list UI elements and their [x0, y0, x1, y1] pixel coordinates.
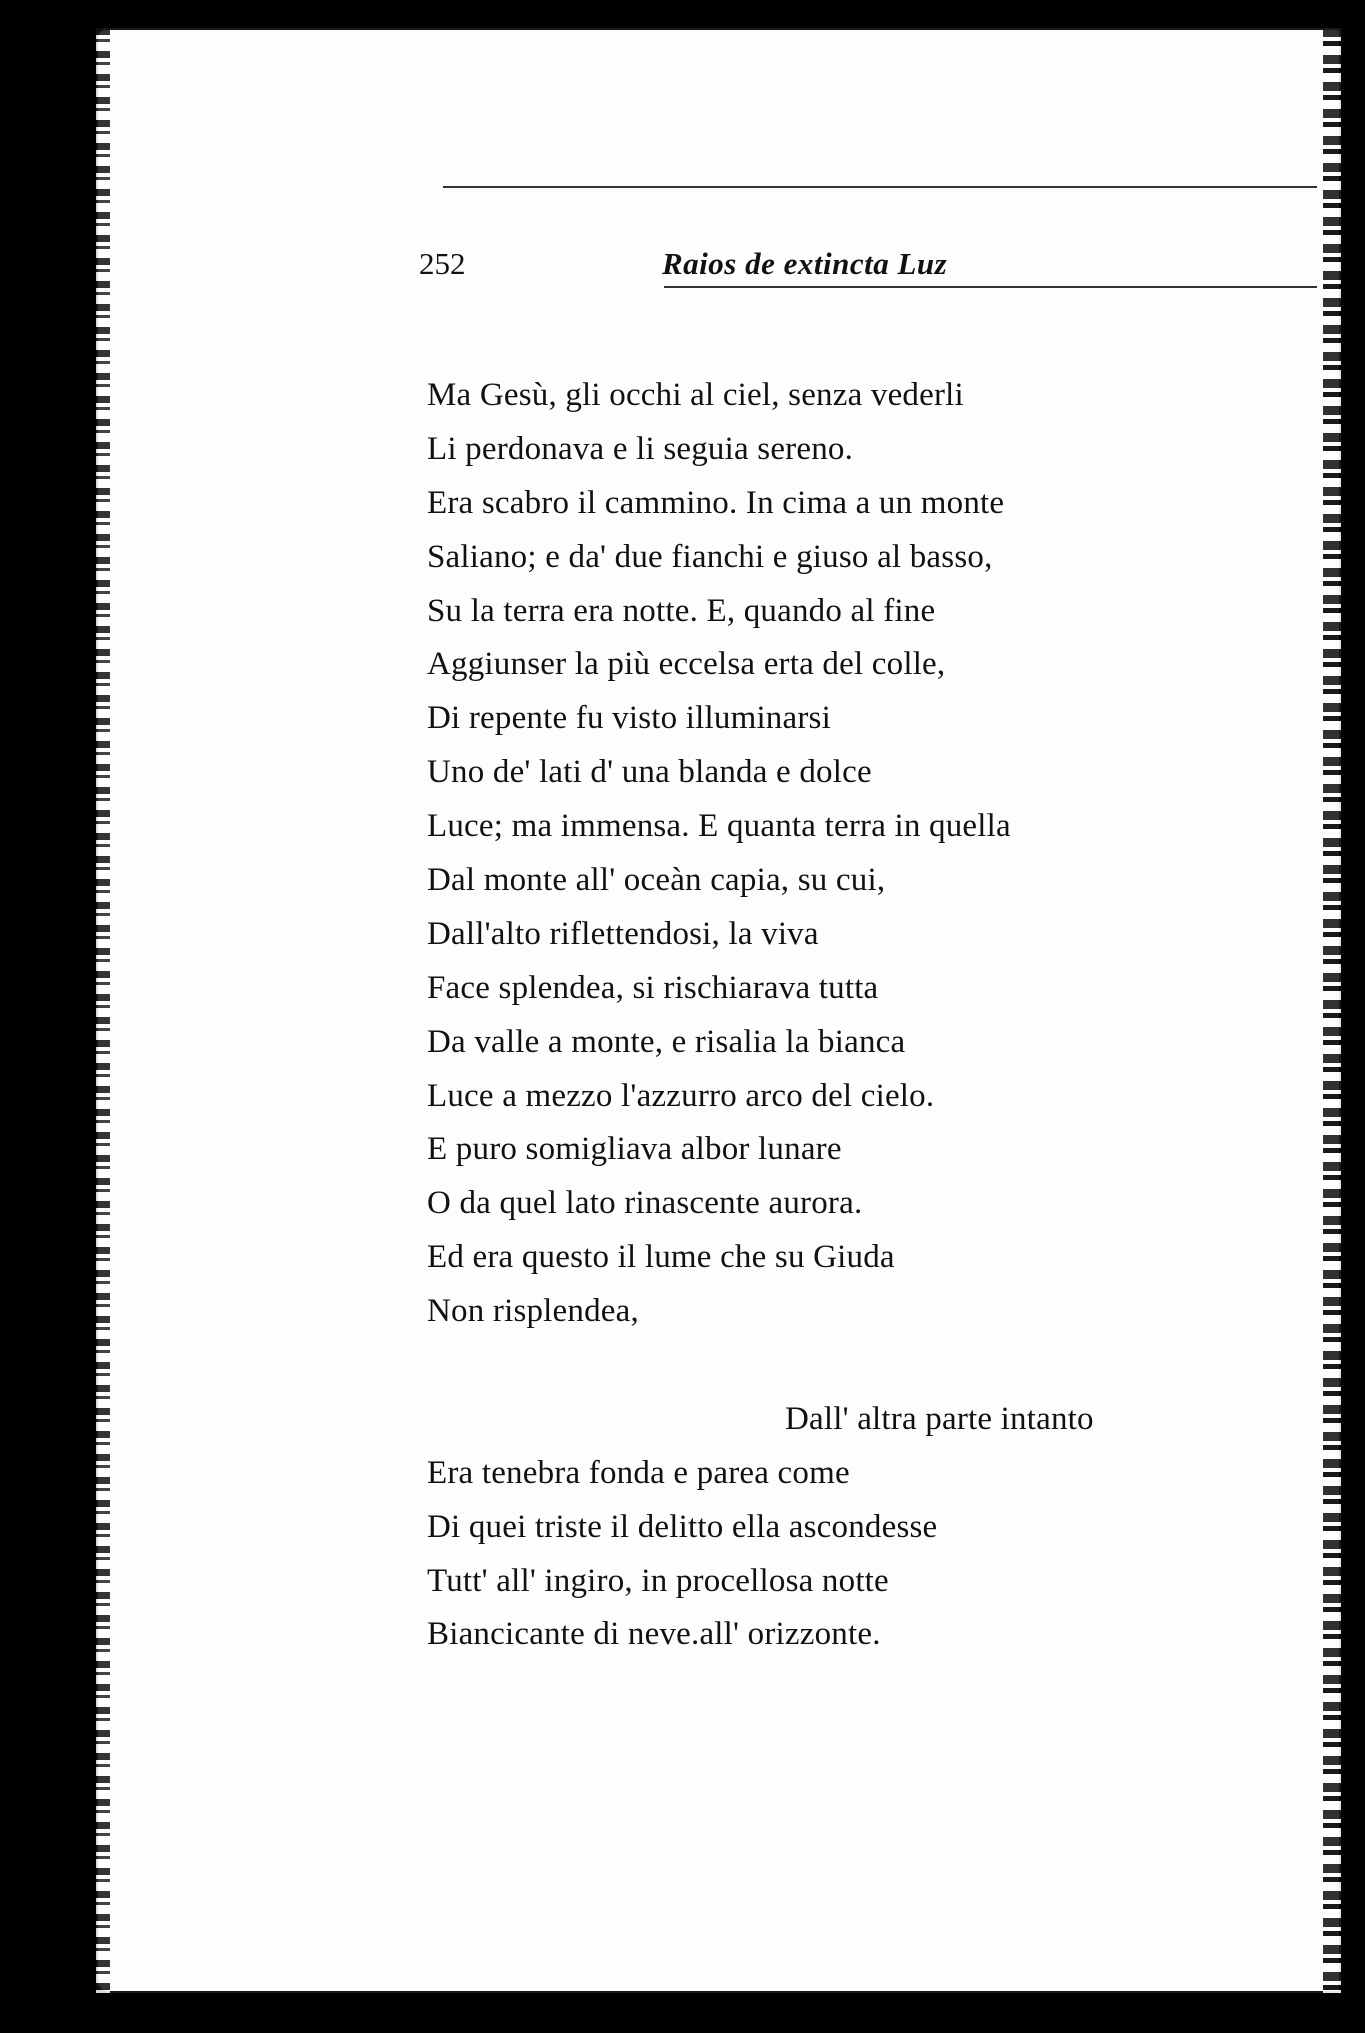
poem-line: Non risplendea,: [427, 1293, 639, 1330]
poem-line: Tutt' all' ingiro, in procellosa notte: [427, 1562, 889, 1599]
poem-line: Biancicante di neve.all' orizzonte.: [427, 1616, 881, 1653]
poem-line: Su la terra era notte. E, quando al fine: [427, 592, 936, 629]
poem-line: Face splendea, si rischiarava tutta: [427, 969, 879, 1006]
poem-line: Dall'alto riflettendosi, la viva: [427, 915, 819, 952]
poem-line: Luce; ma immensa. E quanta terra in quella: [427, 808, 1011, 845]
poem-body: [427, 369, 1094, 1662]
poem-line: Aggiunser la più eccelsa erta del colle,: [427, 646, 946, 683]
poem-line: Ma Gesù, gli occhi al ciel, senza vederli: [427, 377, 964, 413]
poem-line: Ed era questo il lume che su Giuda: [427, 1239, 895, 1276]
poem-line: Era scabro il cammino. In cima a un monte: [427, 484, 1005, 521]
poem-line: Di quei triste il delitto ella ascondesse: [427, 1508, 938, 1545]
poem-line: Era tenebra fonda e parea come: [427, 1454, 850, 1491]
poem-line: Uno de' lati d' una blanda e dolce: [427, 754, 872, 791]
poem-line: Luce a mezzo l'azzurro arco del cielo.: [427, 1077, 935, 1114]
header-rule-bottom: [664, 286, 1317, 288]
scan-edge-right: [1323, 28, 1341, 1993]
poem-line: Da valle a monte, e risalia la bianca: [427, 1023, 906, 1060]
page-number: 252: [419, 246, 466, 281]
scan-edge-left: [96, 28, 110, 1993]
poem-line: Di repente fu visto illuminarsi: [427, 700, 831, 737]
page-header: [96, 246, 1341, 286]
poem-line: E puro somigliava albor lunare: [427, 1131, 842, 1168]
poem-continuation-line: Dall' altra parte intanto: [785, 1400, 1094, 1437]
book-page: [96, 28, 1341, 1993]
running-title: Raios de extincta Luz: [662, 246, 948, 281]
poem-line: Saliano; e da' due fianchi e giuso al basso,: [427, 538, 993, 575]
poem-line: O da quel lato rinascente aurora.: [427, 1185, 863, 1222]
poem-line: Dal monte all' oceàn capia, su cui,: [427, 862, 886, 899]
header-rule-top: [443, 186, 1317, 188]
poem-line: Li perdonava e li seguia sereno.: [427, 430, 854, 467]
stanza-gap: [427, 1339, 1094, 1393]
